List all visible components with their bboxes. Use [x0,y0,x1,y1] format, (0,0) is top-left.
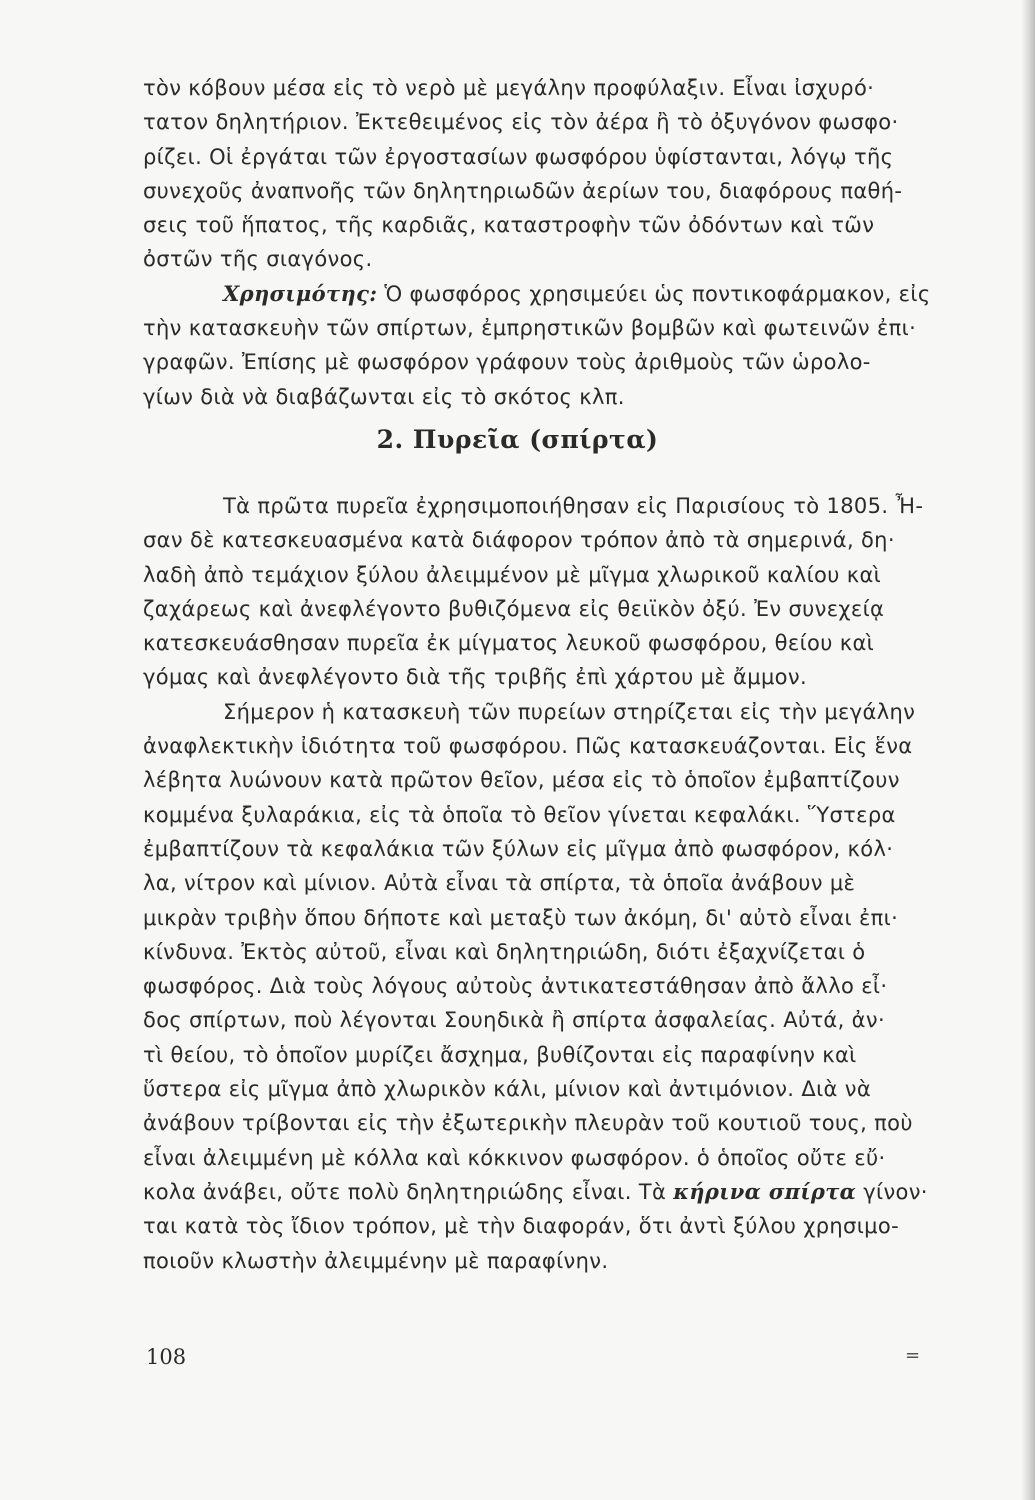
text-line: σαν δὲ κατεσκευασμένα κατὰ διάφορον τρόπον ἀπὸ τὰ σημερινά, δη· [143,528,895,553]
text-line: λέβητα λυώνουν κατὰ πρῶτον θεῖον, μέσα εἰς τὸ ὁποῖον ἐμβαπτίζουν [143,768,900,793]
text-line: δος σπίρτων, ποὺ λέγονται Σουηδικὰ ἢ σπίρτα ἀσφαλείας. Αὐτά, ἀν· [143,1008,885,1033]
margin-mark: = [905,1345,921,1366]
text-line: κομμένα ξυλαράκια, εἰς τὰ ὁποῖα τὸ θεῖον γίνεται κεφαλάκι. Ὕστερα [143,802,896,827]
text-line: τατον δηλητήριον. Ἐκτεθειμένος εἰς τὸν ἀέρα ἢ τὸ ὀξυγόνον φωσφο· [143,110,899,135]
text-line: γόμας καὶ ἀνεφλέγοντο διὰ τῆς τριβῆς ἐπὶ χάρτου μὲ ἄμμον. [143,665,807,690]
text-line: τὶ θείου, τὸ ὁποῖον μυρίζει ἄσχημα, βυθίζονται εἰς παραφίνην καὶ [143,1042,857,1067]
text-line: ὀστῶν τῆς σιαγόνος. [143,247,373,272]
text-line: ἀνάβουν τρίβονται εἰς τὴν ἐξωτερικὴν πλευρὰν τοῦ κουτιοῦ τους, ποὺ [143,1111,913,1136]
text-line: γίων διὰ νὰ διαβάζωνται εἰς τὸ σκότος κλπ. [143,384,625,409]
usage-term: Χρησιμότης: [223,280,378,306]
text-line: σεις τοῦ ἥπατος, τῆς καρδιᾶς, καταστροφὴν τῶν ὀδόντων καὶ τῶν [143,213,875,238]
text-line: ἐμβαπτίζουν τὰ κεφαλάκια τῶν ξύλων εἰς μῖγμα ἀπὸ φωσφόρον, κόλ· [143,836,894,861]
text-line: εἶναι ἀλειμμένη μὲ κόλλα καὶ κόκκινον φωσφόρον. ὁ ὁποῖος οὔτε εὔ· [143,1145,886,1170]
section-heading: 2. Πυρεῖα (σπίρτα) [376,425,659,454]
text-line: τὴν κατασκευὴν τῶν σπίρτων, ἐμπρηστικῶν βομβῶν καὶ φωτεινῶν ἐπι· [143,316,917,341]
text-line: τὸν κόβουν μέσα εἰς τὸ νερὸ μὲ μεγάλην προφύλαξιν. Εἶναι ἰσχυρό· [143,76,875,100]
text-line: ρίζει. Οἱ ἐργάται τῶν ἐργοστασίων φωσφόρου ὑφίστανται, λόγῳ τῆς [143,144,894,169]
page-number: 108 [146,1345,187,1369]
usage-first-line [143,277,1035,311]
text-line: ὕστερα εἰς μῖγμα ἀπὸ χλωρικὸν κάλι, μίνιον καὶ ἀντιμόνιον. Διὰ νὰ [143,1077,872,1102]
text-line: ἀναφλεκτικὴν ἰδιότητα τοῦ φωσφόρου. Πῶς κατασκευάζονται. Εἰς ἕνα [143,734,913,759]
text-line: κατεσκευάσθησαν πυρεῖα ἐκ μίγματος λευκοῦ φωσφόρου, θείου καὶ [143,631,875,656]
text-line: φωσφόρος. Διὰ τοὺς λόγους αὐτοὺς ἀντικατεστάθησαν ἀπὸ ἄλλο εἶ· [143,974,888,999]
text-span: γίνον· [856,1179,928,1204]
text-line: ποιοῦν κλωστὴν ἀλειμμένην μὲ παραφίνην. [143,1248,609,1273]
text-line: Τὰ πρῶτα πυρεῖα ἐχρησιμοποιήθησαν εἰς Παρισίους τὸ 1805. Ἦ- [223,494,924,518]
text-line: κίνδυνα. Ἐκτὸς αὐτοῦ, εἶναι καὶ δηλητηριώδη, διότι ἐξαχνίζεται ὁ [143,939,866,964]
candle-matches-line [143,1175,1035,1209]
text-span: κολα ἀνάβει, οὔτε πολὺ δηλητηριώδης εἶναι. Τὰ [143,1179,667,1204]
text-line: ται κατὰ τὸς ἴδιον τρόπον, μὲ τὴν διαφοράν, ὅτι ἀντὶ ξύλου χρησιμο- [143,1214,899,1239]
text-line: συνεχοῦς ἀναπνοῆς τῶν δηλητηριωδῶν ἀερίων του, διαφόρους παθή- [143,178,903,203]
candle-matches-term: κήρινα σπίρτα [673,1178,857,1204]
text-line: μικρὰν τριβὴν ὅπου δήποτε καὶ μεταξὺ των ἀκόμη, δι' αὐτὸ εἶναι ἐπι· [143,905,899,930]
paragraph-phosphorus-toxicity [143,71,1035,414]
text-line: Σήμερον ἡ κατασκευὴ τῶν πυρείων στηρίζεται εἰς τὴν μεγάλην [223,699,916,724]
text-line: λαδὴ ἀπὸ τεμάχιον ξύλου ἀλειμμένον μὲ μῖγμα χλωρικοῦ καλίου καὶ [143,562,882,587]
usage-first-line-text: Ὁ φωσφόρος χρησιμεύει ὡς ποντικοφάρμακον, εἰς [377,281,931,306]
section-body [143,489,1035,1278]
text-line: ζαχάρεως καὶ ἀνεφλέγοντο βυθιζόμενα εἰς θειϊκὸν ὀξύ. Ἐν συνεχείᾳ [143,596,885,621]
text-line: γραφῶν. Ἐπίσης μὲ φωσφόρον γράφουν τοὺς ἀριθμοὺς τῶν ὡρολο- [143,350,871,375]
text-line: λα, νίτρον καὶ μίνιον. Αὐτὰ εἶναι τὰ σπίρτα, τὰ ὁποῖα ἀνάβουν μὲ [143,871,856,896]
